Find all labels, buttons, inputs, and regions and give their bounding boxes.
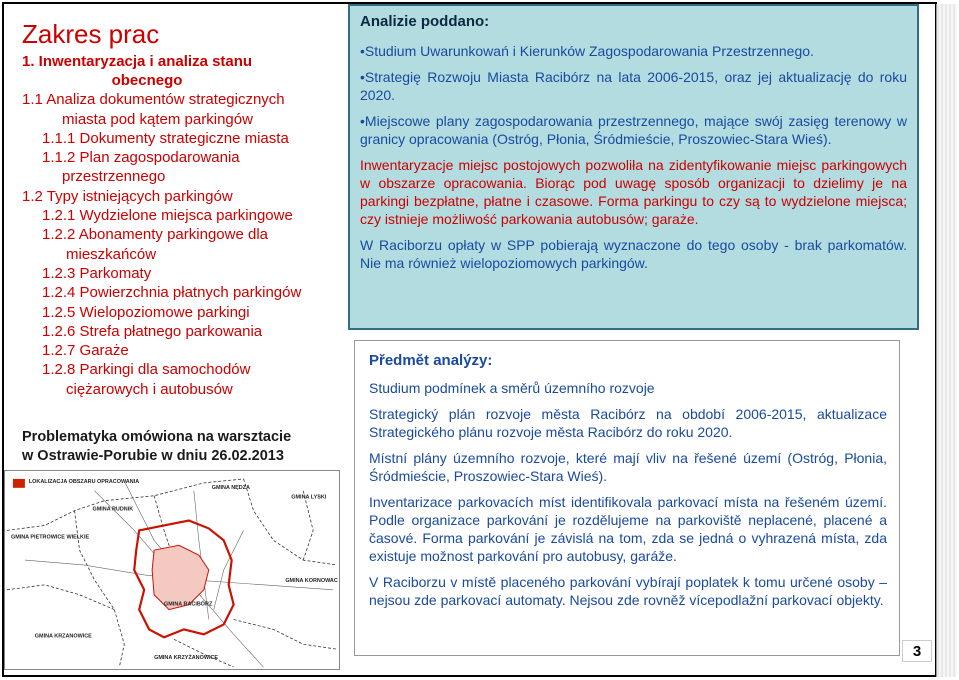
toc-item: 1.2.6 Strefa płatnego parkowania — [42, 322, 263, 340]
map-label-krzanowice: GMINA KRZANOWICE — [34, 633, 92, 640]
analysis-item: •Strategię Rozwoju Miasta Racibórz na lata 2006-2015, oraz jej aktualizację do roku 2020. — [360, 69, 907, 103]
slide-title: Zakres prac — [22, 19, 160, 49]
analysis-title-czech: Předmět analýzy: — [369, 352, 493, 369]
toc-list — [22, 71, 342, 399]
analysis-title-polish: Analizie poddano: — [360, 13, 490, 30]
analysis-item: •Studium Uwarunkowań i Kierunków Zagospodarowania Przestrzennego. — [360, 43, 814, 59]
map-label-rudnik: GMINA RUDNIK — [92, 506, 134, 513]
toc-heading: 1. Inwentaryzacja i analiza stanu — [22, 53, 253, 70]
analysis-box-czech — [354, 340, 900, 656]
map-label-raciborz: GMINA RACIBÓRZ — [164, 601, 213, 608]
toc-item: ciężarowych i autobusów — [66, 380, 233, 398]
analysis-item-highlighted: Inwentaryzacje miejsc postojowych pozwoliła na zidentyfikowanie miejsc parkingowych w obszarze opracowania. Biorąc pod uwagę sposób organizacji to dzielimy je na parkingi bezpłatne, płatne i czasowe. Forma parkingu to czy są to wydzielone miejsca; czy istnieje możliwość parkowania autobusów; garaże. — [360, 157, 907, 227]
toc-item: 1.2.3 Parkomaty — [42, 264, 152, 282]
toc-item: 1.2.5 Wielopoziomowe parkingi — [42, 303, 250, 321]
toc-item: mieszkańców — [66, 245, 157, 263]
map-legend-label: LOKALIZACJA OBSZARU OPRACOWANIA — [28, 478, 140, 485]
location-map — [4, 470, 340, 670]
map-label-nedza: GMINA NĘDZA — [211, 484, 251, 491]
left-column — [22, 18, 342, 399]
analysis-item: W Raciborzu opłaty w SPP pobierają wyznaczone do tego osoby - brak parkomatów. Nie ma również wielopoziomowych parkingów. — [360, 237, 907, 271]
analysis-item: Inventarizace parkovacích míst identifikovala parkovací místa na řešeném území. Podle organizace parkování je rozdělujeme na parkoviště neplacené, placené a časové. Forma parkování je závislá na tom, zda se jedná o vyhrazená místa, zda existuje možnost parkování pro autobusy, garáže. — [369, 494, 887, 564]
toc-item: 1.1 Analiza dokumentów strategicznych — [22, 91, 285, 109]
scroll-strip — [936, 4, 957, 677]
workshop-note-line2: w Ostrawie-Porubie w dniu 26.02.2013 — [22, 448, 284, 464]
analysis-item: Studium podmínek a směrů územního rozvoje — [369, 380, 655, 396]
workshop-note — [22, 428, 342, 466]
analysis-item: •Miejscowe plany zagospodarowania przestrzennego, mające swój zasięg terenowy w granicy opracowania (Ostróg, Płonia, Śródmieście, Proszowiec-Stara Wieś). — [360, 113, 907, 147]
map-label-lyski: GMINA LYSKI — [291, 494, 327, 501]
analysis-item: Místní plány územního rozvoje, které mají vliv na řešené území (Ostróg, Płonia, Śródmieście, Proszowiec-Stara Wieś). — [369, 450, 887, 484]
toc-item: 1.2 Typy istniejących parkingów — [22, 187, 233, 205]
toc-item: 1.2.2 Abonamenty parkingowe dla — [42, 226, 268, 244]
map-svg — [5, 471, 339, 669]
analysis-item: V Raciborzu v místě placeného parkování vybírají poplatek k tomu určené osoby – nejsou zde parkovací automaty. Nejsou zde rovněž vícepodlažní parkovací objekty. — [369, 574, 887, 608]
legend-swatch — [13, 479, 25, 488]
toc-item: obecnego — [111, 72, 183, 89]
analysis-item: Strategický plán rozvoje města Racibórz na období 2006-2015, aktualizace Strategického plánu rozvoje města Racibórz do roku 2020. — [369, 406, 887, 440]
toc-item: 1.1.1 Dokumenty strategiczne miasta — [42, 129, 289, 147]
toc-item: 1.2.8 Parkingi dla samochodów — [42, 361, 251, 379]
map-label-kornowac: GMINA KORNOWAC — [285, 577, 338, 584]
toc-item: 1.2.1 Wydzielone miejsca parkingowe — [42, 207, 293, 225]
map-legend-text — [29, 479, 139, 485]
page-number: 3 — [902, 640, 932, 662]
toc-item: przestrzennego — [62, 168, 166, 186]
map-label-krzyzanowice: GMINA KRZYŻANOWICE — [154, 655, 219, 662]
toc-item: 1.2.7 Garaże — [42, 342, 129, 360]
toc-item: 1.2.4 Powierzchnia płatnych parkingów — [42, 284, 302, 302]
toc-item: 1.1.2 Plan zagospodarowania — [42, 149, 240, 167]
toc-item: miasta pod kątem parkingów — [62, 110, 253, 128]
workshop-note-line1: Problematyka omówiona na warsztacie — [22, 429, 292, 445]
map-label-pietrowice: GMINA PIETROWICE WIELKIE — [10, 534, 90, 541]
analysis-box-polish — [348, 4, 919, 330]
